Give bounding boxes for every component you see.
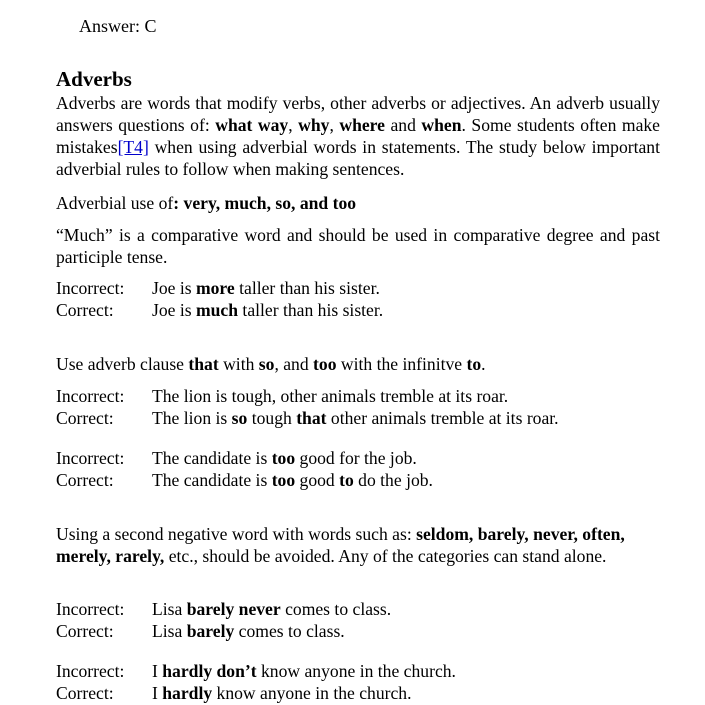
incorrect-example: Incorrect: Joe is more taller than his sister. xyxy=(56,278,380,298)
incorrect-example: Incorrect: The lion is tough, other animals tremble at its roar. xyxy=(56,386,509,406)
intro-paragraph: Adverbs are words that modify verbs, other adverbs or adjectives. An adverb usually answers questions of: what way, why, where and when. Some students often make mistakes[T4] when using adverbial words in statements. The study below important adverbial rules to follow when making sentences. xyxy=(56,93,660,179)
rule-description-1: “Much” is a comparative word and should be used in comparative degree and past participle tense. xyxy=(56,225,660,267)
correct-example: Correct: The candidate is too good to do the job. xyxy=(56,470,433,490)
example-block-1 xyxy=(56,277,660,321)
incorrect-example: Incorrect: Lisa barely never comes to class. xyxy=(56,599,392,619)
example-block-3 xyxy=(56,447,660,491)
rule-heading-3: Using a second negative word with words such as: seldom, barely, never, often, merely, rarely, etc., should be avoided. Any of the categories can stand alone. xyxy=(56,524,625,566)
correct-example: Correct: I hardly know anyone in the church. xyxy=(56,683,412,703)
example-block-2 xyxy=(56,385,660,429)
rule-heading-1: Adverbial use of: very, much, so, and too xyxy=(56,193,357,213)
incorrect-example: Incorrect: I hardly don’t know anyone in the church. xyxy=(56,661,456,681)
section-heading: Adverbs xyxy=(56,67,132,91)
incorrect-example: Incorrect: The candidate is too good for the job. xyxy=(56,448,417,468)
comment-link[interactable]: [T4] xyxy=(117,137,149,157)
example-block-5 xyxy=(56,660,660,704)
correct-example: Correct: Lisa barely comes to class. xyxy=(56,621,345,641)
correct-example: Correct: Joe is much taller than his sister. xyxy=(56,300,384,320)
answer-blank xyxy=(170,0,218,2)
rule-heading-2: Use adverb clause that with so, and too with the infinitve to. xyxy=(56,354,486,374)
correct-example: Correct: The lion is so tough that other animals tremble at its roar. xyxy=(56,408,559,428)
example-block-4 xyxy=(56,598,660,642)
cutoff-previous-line xyxy=(56,0,660,2)
previous-answer: Answer: C xyxy=(79,16,157,36)
